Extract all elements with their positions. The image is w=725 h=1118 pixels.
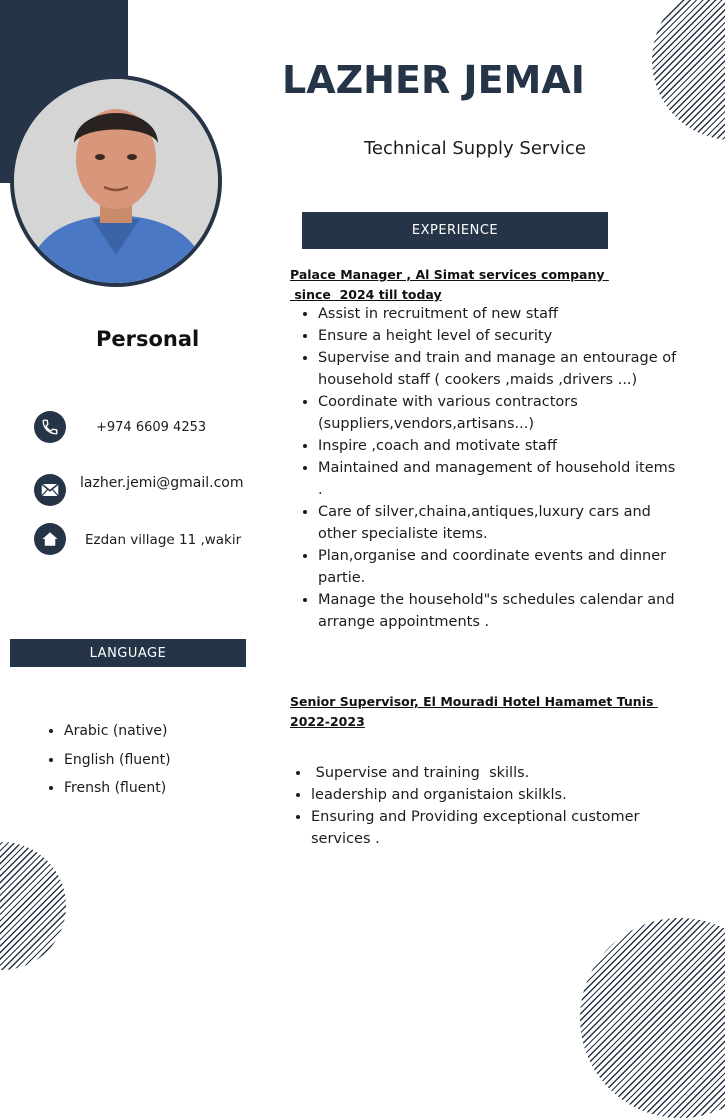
job-title: Technical Supply Service — [364, 138, 586, 159]
language-section-label: LANGUAGE — [89, 645, 167, 661]
hatched-circle-top-right — [652, 0, 725, 140]
email-address: lazher.jemi@gmail.com — [80, 475, 244, 491]
language-list — [64, 717, 171, 803]
profile-photo — [10, 75, 222, 287]
job-duties-list — [311, 762, 681, 850]
job-heading-palace-manager — [290, 265, 650, 305]
job-heading-line: Senior Supervisor, El Mouradi Hotel Hamamet Tunis — [290, 694, 658, 709]
duty-item: • Ensure a height level of security — [318, 325, 678, 347]
language-item: • Frensh (fluent) — [64, 774, 171, 803]
experience-section-label: EXPERIENCE — [411, 223, 499, 238]
personal-heading: Personal — [96, 327, 200, 351]
envelope-icon — [34, 474, 66, 506]
home-icon — [34, 523, 66, 555]
home-address: Ezdan village 11 ,wakir — [85, 532, 242, 548]
job-duties-list — [318, 303, 678, 633]
duty-item: • Care of silver,chaina,antiques,luxury cars and other specialiste items. — [318, 501, 678, 545]
duty-item: • Supervise and training skills. — [311, 762, 681, 784]
job-heading-line: Palace Manager , Al Simat services company — [290, 267, 609, 282]
hatched-circle-bottom-right — [580, 918, 725, 1118]
language-item: • English (fluent) — [64, 746, 171, 775]
duty-item: • Supervise and train and manage an entourage of household staff ( cookers ,maids ,drivers ...) — [318, 347, 678, 391]
job-heading-dates: 2022-2023 — [290, 714, 365, 729]
job-heading-dates: since 2024 till today — [290, 287, 442, 302]
candidate-name: LAZHER JEMAI — [282, 58, 585, 102]
hatched-circle-bottom-left — [0, 842, 66, 970]
duty-item: • Ensuring and Providing exceptional customer services . — [311, 806, 681, 850]
duty-item: • Manage the household"s schedules calendar and arrange appointments . — [318, 589, 678, 633]
language-item: • Arabic (native) — [64, 717, 171, 746]
phone-number: +974 6609 4253 — [96, 420, 207, 435]
duty-item: • Coordinate with various contractors (suppliers,vendors,artisans...) — [318, 391, 678, 435]
duty-item: • Plan,organise and coordinate events and dinner partie. — [318, 545, 678, 589]
experience-section-bar — [302, 212, 608, 249]
language-section-bar — [10, 639, 246, 667]
job-heading-senior-supervisor — [290, 692, 700, 732]
duty-item: • leadership and organistaion skilkls. — [311, 784, 681, 806]
duty-item: • Assist in recruitment of new staff — [318, 303, 678, 325]
duty-item: • Inspire ,coach and motivate staff — [318, 435, 678, 457]
profile-photo-illustration — [14, 79, 218, 283]
duty-item: • Maintained and management of household items . — [318, 457, 678, 501]
phone-icon — [34, 411, 66, 443]
